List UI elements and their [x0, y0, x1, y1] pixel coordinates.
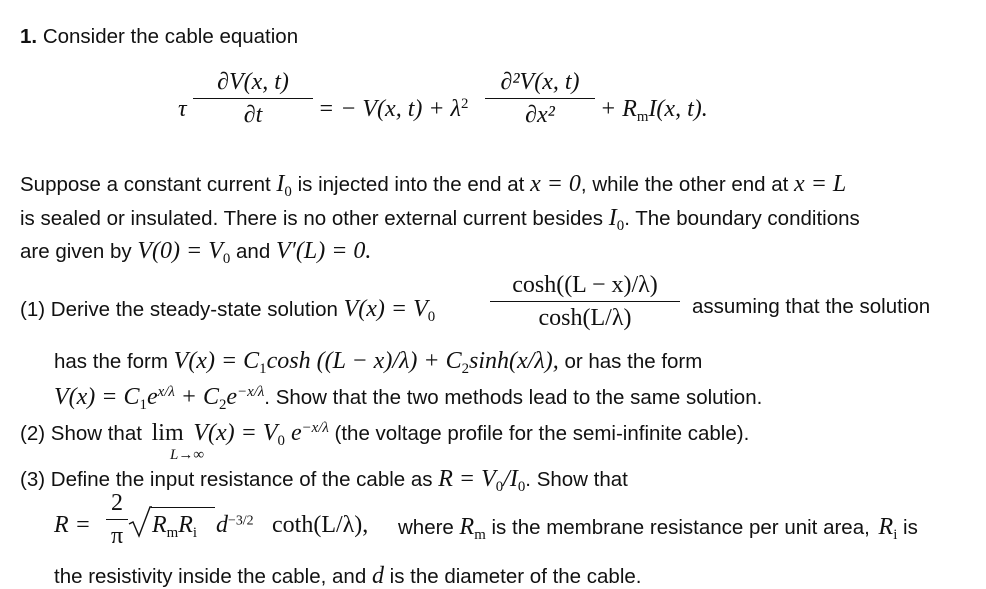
part1-label: (1): [20, 298, 46, 321]
part2-lim-subscript: L→∞: [170, 447, 205, 463]
sqrt-sign-icon: [128, 506, 152, 538]
problem-intro: Consider the cable equation: [42, 25, 299, 48]
part1-denominator: cosh(L/λ): [538, 305, 632, 332]
eq-rhs-denominator: ∂x²: [525, 102, 555, 129]
para-line-1: Suppose a constant current $I_0$ is injected into the end at x = 0, while the other end at x = L: [20, 171, 847, 200]
part3-frac-bar: [106, 519, 128, 520]
problem-heading: [20, 27, 298, 48]
part3-label: (3): [20, 468, 46, 491]
eq-rhs-bar: [485, 98, 595, 99]
part3-d-term: $d^{-3/2}$: [216, 512, 254, 538]
eq-lhs-bar: [193, 98, 313, 99]
part1-fraction: [490, 273, 680, 330]
part1-bar: [490, 301, 680, 302]
eq-middle: = − V(x, $t) + \lambda^2$: [318, 96, 469, 123]
part1-line-1-tail: assuming that the solution: [692, 295, 931, 318]
para-line-2: is sealed or insulated. There is no other external current besides $I_0$. The boundary conditions: [20, 205, 860, 234]
part1-line-1: (1) Derive the steady-state solution $V(x) = V_0$: [20, 296, 436, 325]
eq-lhs-fraction: [193, 70, 313, 127]
eq-tau: τ: [178, 96, 187, 122]
eq-rhs-numerator: ∂²V(x, t): [500, 69, 580, 95]
part3-coth: coth(L/λ),: [272, 512, 369, 538]
part3-fraction: [106, 491, 128, 548]
part1-numerator: cosh((L − x)/λ): [512, 272, 658, 298]
part3-sqrt-content: $R_mR_i$: [152, 512, 198, 541]
part3-line-3: the resistivity inside the cable, and d is the diameter of the cable.: [54, 563, 642, 589]
part3-frac-den: π: [110, 523, 124, 550]
problem-number: 1.: [20, 25, 38, 48]
eq-lhs-denominator: ∂t: [243, 102, 263, 129]
part2-lim: lim: [151, 420, 184, 447]
part2-line: (2) Show that $\lim V(x) = V_0$ $e^{-x/\lambda}$ (the voltage profile for the semi-infinite cable).: [20, 420, 750, 449]
para-line-3: are given by $V(0) = V_0$ and V′(L) = 0.: [20, 238, 372, 267]
part3-frac-num: 2: [111, 490, 123, 516]
eq-lhs-numerator: ∂V(x, t): [217, 69, 289, 95]
eq-rhs-fraction: [485, 70, 595, 127]
part1-line-2: has the form $V(x) = C_1\cosh$ $((L - x)/\lambda) + C_2\sinh(x/\lambda)$, or has the form: [54, 348, 703, 377]
part1-line-3: $V(x) = C_1e^{x/\lambda} + C_2e^{-x/\lambda}$. Show that the two methods lead to the same solution.: [54, 384, 763, 413]
part3-R-equals: R =: [54, 512, 91, 538]
part3-line-1: (3) Define the input resistance of the cable as $R = V_0/I_0$. Show that: [20, 466, 628, 495]
sqrt-overline: [151, 507, 215, 508]
eq-tail: + $R_mI(x$, t).: [600, 96, 708, 125]
part3-line-2-text: where $R_m$ is the membrane resistance per unit area, $R_i$ is: [398, 514, 918, 543]
part2-label: (2): [20, 422, 46, 446]
